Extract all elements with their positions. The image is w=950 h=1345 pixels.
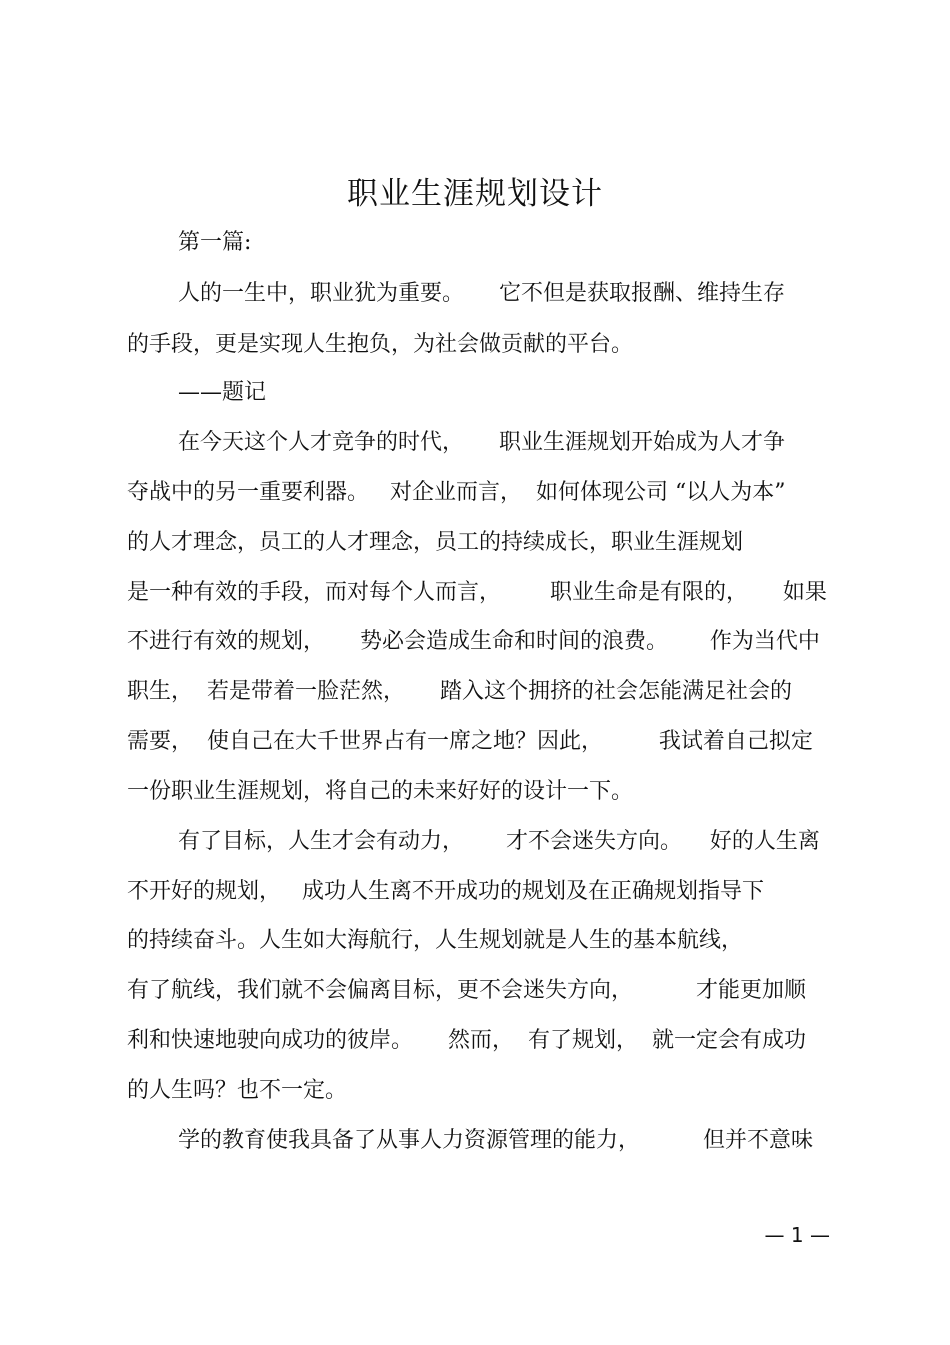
text-line: 的持续奋斗。人生如大海航行，人生规划就是人生的基本航线，	[127, 928, 744, 953]
text-line: 需要， 使自己在大千世界占有一席之地？因此， 我试着自己拟定	[127, 729, 813, 754]
text-line: 夺战中的另一重要利器。 对企业而言， 如何体现公司 “以人为本”	[127, 480, 786, 505]
text-line: 第一篇:	[178, 230, 252, 255]
text-line: ——题记	[178, 380, 267, 405]
page-number: — 1 —	[764, 1223, 830, 1247]
page-title: 职业生涯规划设计	[347, 176, 603, 212]
text-line: 职生， 若是带着一脸茫然， 踏入这个拥挤的社会怎能满足社会的	[127, 679, 792, 704]
text-line: 是一种有效的手段，而对每个人而言， 职业生命是有限的， 如果	[127, 580, 827, 605]
text-line: 在今天这个人才竞争的时代， 职业生涯规划开始成为人才争	[178, 430, 785, 455]
text-line: 一份职业生涯规划，将自己的未来好好的设计一下。	[127, 779, 634, 804]
text-line: 有了航线，我们就不会偏离目标，更不会迷失方向， 才能更加顺	[127, 978, 806, 1003]
text-line: 不开好的规划， 成功人生离不开成功的规划及在正确规划指导下	[127, 879, 764, 904]
text-line: 不进行有效的规划， 势必会造成生命和时间的浪费。 作为当代中	[127, 629, 820, 654]
text-line: 人的一生中，职业犹为重要。 它不但是获取报酬、维持生存	[178, 281, 785, 306]
text-line: 有了目标，人生才会有动力， 才不会迷失方向。 好的人生离	[178, 829, 820, 854]
text-line: 学的教育使我具备了从事人力资源管理的能力， 但并不意味	[178, 1128, 813, 1153]
text-line: 利和快速地驶向成功的彼岸。 然而， 有了规划， 就一定会有成功	[127, 1028, 806, 1053]
text-line: 的手段，更是实现人生抱负，为社会做贡献的平台。	[127, 332, 634, 357]
text-line: 的人生吗？也不一定。	[127, 1078, 348, 1103]
text-line: 的人才理念，员工的人才理念，员工的持续成长，职业生涯规划	[127, 530, 744, 555]
